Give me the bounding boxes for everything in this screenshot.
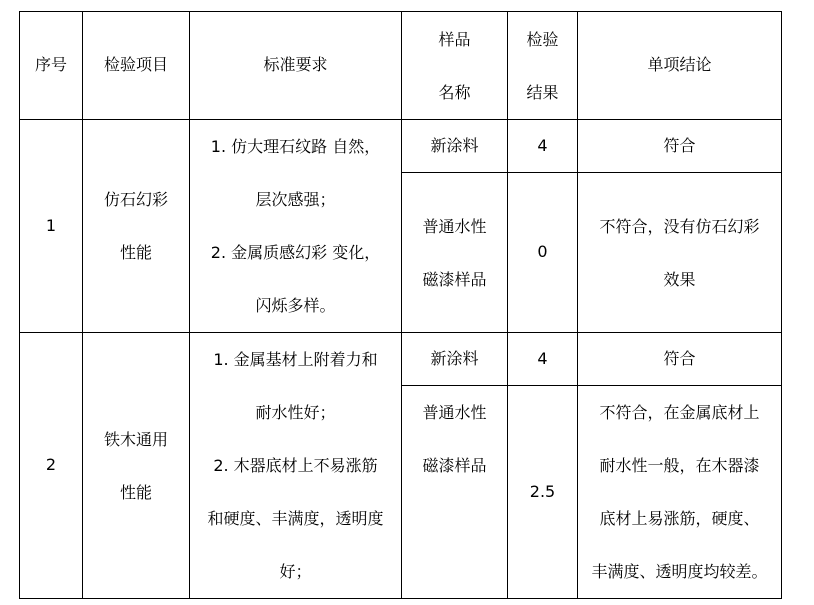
conclusion: 不符合，在金属底材上 耐水性一般，在木器漆 底材上易涨筋，硬度、 丰满度、透明度均较差。 <box>578 386 782 599</box>
header-requirement: 标准要求 <box>190 12 402 120</box>
conclusion: 符合 <box>578 333 782 386</box>
table-row <box>20 120 782 173</box>
conclusion: 符合 <box>578 120 782 173</box>
header-result: 检验 结果 <box>508 12 578 120</box>
sample-name: 普通水性 磁漆样品 <box>402 173 508 333</box>
header-item: 检验项目 <box>83 12 190 120</box>
standard-requirement: 1. 仿大理石纹路 自然， 层次感强； 2. 金属质感幻彩 变化， 闪烁多样。 <box>190 120 402 333</box>
standard-requirement: 1. 金属基材上附着力和 耐水性好； 2. 木器底材上不易涨筋 和硬度、丰满度，透明度 好； <box>190 333 402 599</box>
inspection-item: 铁木通用 性能 <box>83 333 190 599</box>
header-sample-name: 样品 名称 <box>402 12 508 120</box>
test-result: 4 <box>508 120 578 173</box>
inspection-table <box>19 11 782 599</box>
sample-name: 新涂料 <box>402 120 508 173</box>
inspection-item: 仿石幻彩 性能 <box>83 120 190 333</box>
header-no: 序号 <box>20 12 83 120</box>
conclusion: 不符合，没有仿石幻彩 效果 <box>578 173 782 333</box>
test-result: 0 <box>508 173 578 333</box>
header-conclusion: 单项结论 <box>578 12 782 120</box>
row-number: 2 <box>20 333 83 599</box>
sample-name: 普通水性 磁漆样品 <box>402 386 508 599</box>
header-row <box>20 12 782 120</box>
test-result: 2.5 <box>508 386 578 599</box>
table-row <box>20 333 782 386</box>
test-result: 4 <box>508 333 578 386</box>
row-number: 1 <box>20 120 83 333</box>
sample-name: 新涂料 <box>402 333 508 386</box>
